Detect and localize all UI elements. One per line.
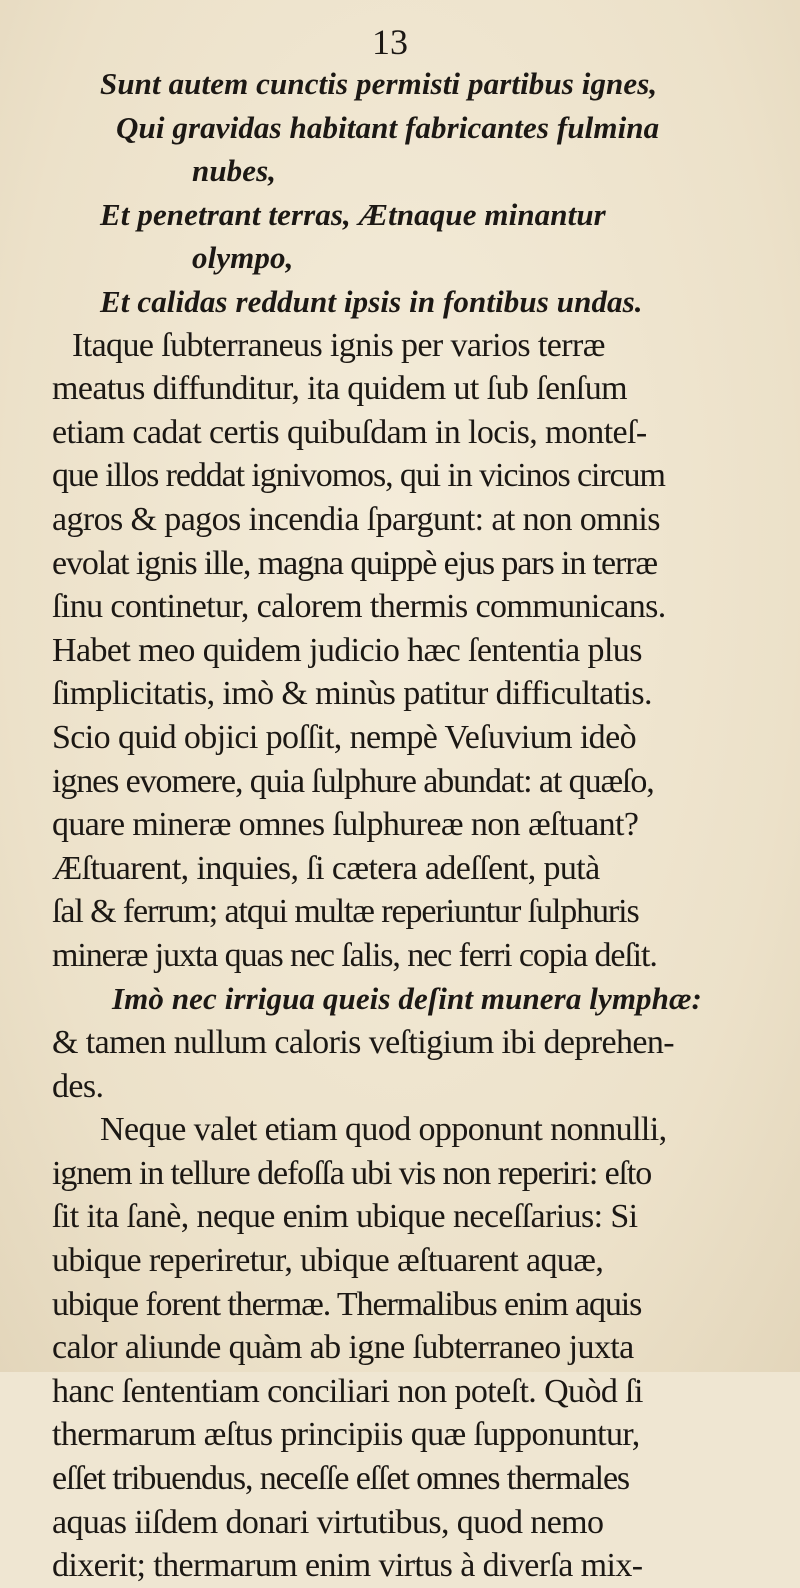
text-line: que illos reddat ignivomos, qui in vicinos circum <box>52 457 665 495</box>
text-line: Itaque ſubterraneus ignis per varios terræ <box>72 326 605 364</box>
text-line: eſſet tribuendus, neceſſe eſſet omnes thermales <box>52 1460 630 1497</box>
text-line: ſinu continetur, calorem thermis communicans. <box>52 588 666 626</box>
text-line: ſimplicitatis, imò & minùs patitur difficultatis. <box>52 675 652 713</box>
page-number: 13 <box>372 22 408 62</box>
text-line: ſal & ferrum; atqui multæ reperiuntur ſulphuris <box>52 893 639 931</box>
text-line: aquas iiſdem donari virtutibus, quod nemo <box>52 1503 604 1541</box>
text-line: meatus diffunditur, ita quidem ut ſub ſenſum <box>52 370 628 408</box>
text-line: mineræ juxta quas nec ſalis, nec ferri copia deſit. <box>52 936 657 974</box>
text-line: evolat ignis ille, magna quippè ejus pars in terræ <box>52 544 658 582</box>
text-line: agros & pagos incendia ſpargunt: at non omnis <box>52 500 660 538</box>
text-line: Habet meo quidem judicio hæc ſententia plus <box>52 631 642 669</box>
verse-line: Sunt autem cunctis permisti partibus ignes, <box>100 66 658 101</box>
verse-line: nubes, <box>192 153 277 189</box>
verse-line: Qui gravidas habitant fabricantes fulmina <box>116 109 660 145</box>
verse-line: Imò nec irrigua queis deſint munera lymphæ: <box>112 981 702 1017</box>
text-line: des. <box>52 1067 104 1105</box>
verse-line: Et penetrant terras, Ætnaque minantur <box>100 196 606 232</box>
text-line: dixerit; thermarum enim virtus à diverſa mix- <box>52 1547 643 1585</box>
text-line: ignes evomere, quia ſulphure abundat: at quæſo, <box>52 762 654 800</box>
text-line: hanc ſententiam conciliari non poteſt. Quòd ſi <box>52 1372 643 1410</box>
text-line: ubique forent thermæ. Thermalibus enim aquis <box>52 1285 642 1323</box>
text-line: Scio quid objici poſſit, nempè Veſuvium ideò <box>52 718 636 756</box>
text-line: ſit ita ſanè, neque enim ubique neceſſarius: Si <box>52 1198 638 1236</box>
text-line: quare mineræ omnes ſulphureæ non æſtuant? <box>52 806 639 844</box>
text-line: ubique reperiretur, ubique æſtuarent aquæ, <box>52 1242 604 1280</box>
text-line: etiam cadat certis quibuſdam in locis, monteſ- <box>52 413 647 451</box>
text-line: & tamen nullum caloris veſtigium ibi deprehen- <box>52 1024 675 1062</box>
verse-line: Et calidas reddunt ipsis in fontibus undas. <box>100 283 643 319</box>
verse-line: olympo, <box>192 240 294 276</box>
text-line: ignem in tellure defoſſa ubi vis non reperiri: eſto <box>52 1154 652 1192</box>
text-line: thermarum æſtus principiis quæ ſupponuntur, <box>52 1416 640 1454</box>
page-body <box>52 62 792 1588</box>
text-line: calor aliunde quàm ab igne ſubterraneo juxta <box>52 1329 634 1367</box>
text-line: Neque valet etiam quod opponunt nonnulli, <box>100 1111 667 1149</box>
text-line: Æſtuarent, inquies, ſi cætera adeſſent, putà <box>52 849 600 887</box>
